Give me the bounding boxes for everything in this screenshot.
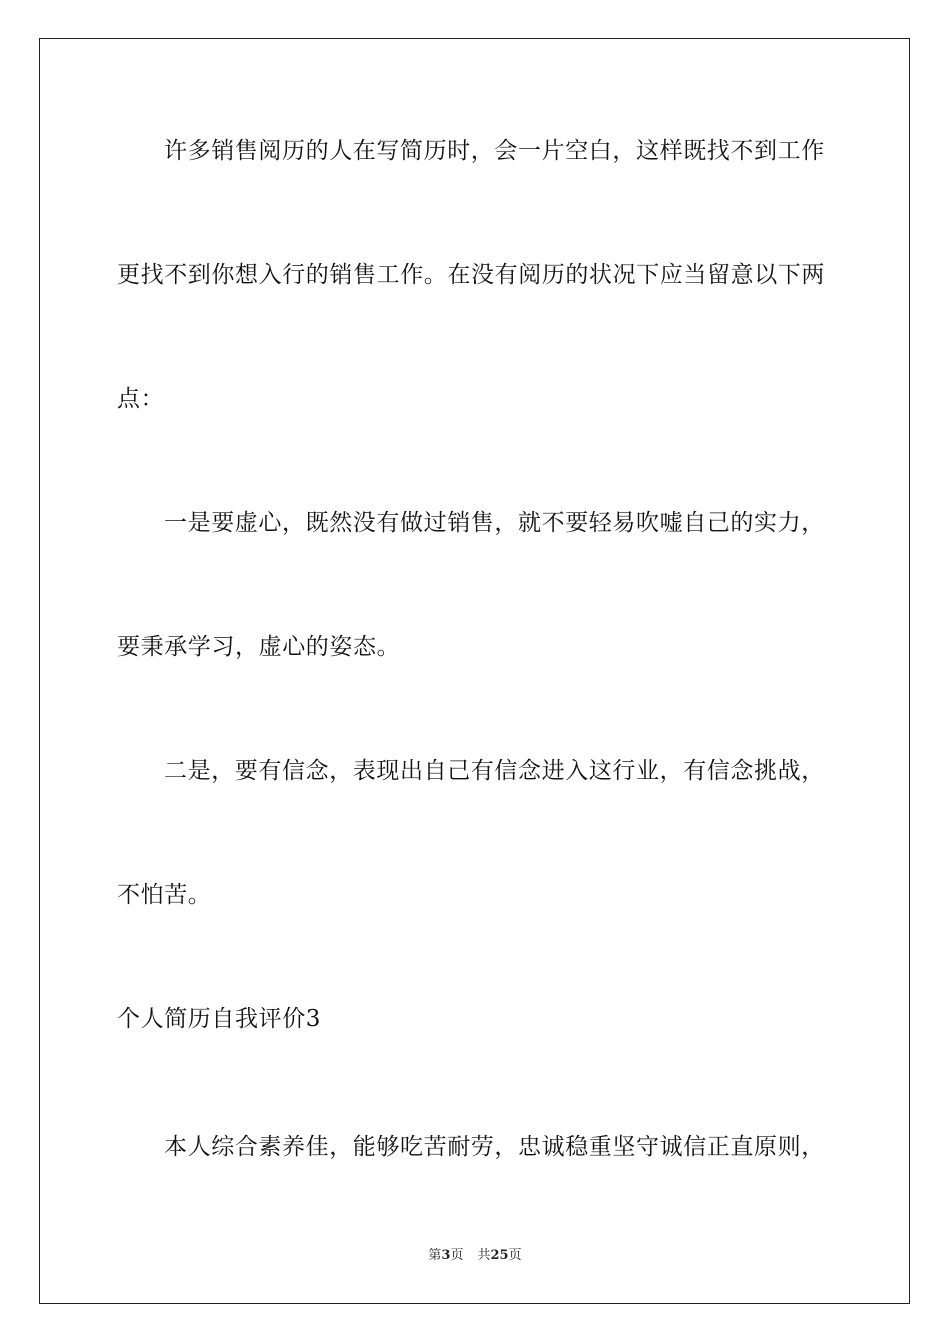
total-suffix: 页 bbox=[508, 1248, 522, 1263]
paragraph-line: 更找不到你想入行的销售工作。在没有阅历的状况下应当留意以下两 bbox=[117, 262, 825, 288]
section-heading: 个人简历自我评价3 bbox=[117, 1006, 322, 1032]
paragraph-line: 要秉承学习，虚心的姿态。 bbox=[117, 634, 401, 660]
paragraph-line: 不怕苦。 bbox=[117, 882, 212, 908]
paragraph-line: 本人综合素养佳，能够吃苦耐劳，忠诚稳重坚守诚信正直原则， bbox=[164, 1134, 825, 1160]
page-number: 3 bbox=[441, 1248, 451, 1263]
paragraph-line: 二是，要有信念，表现出自己有信念进入这行业，有信念挑战， bbox=[164, 758, 825, 784]
total-pages: 25 bbox=[490, 1248, 509, 1263]
paragraph-line: 许多销售阅历的人在写简历时，会一片空白，这样既找不到工作 bbox=[164, 138, 825, 164]
page-prefix: 第 bbox=[428, 1248, 442, 1263]
total-prefix: 共 bbox=[477, 1248, 491, 1263]
page-footer bbox=[0, 1247, 950, 1265]
paragraph-line: 点： bbox=[117, 386, 165, 412]
paragraph-line: 一是要虚心，既然没有做过销售，就不要轻易吹嘘自己的实力， bbox=[164, 510, 825, 536]
page-border bbox=[39, 38, 910, 1304]
page-suffix: 页 bbox=[450, 1248, 464, 1263]
